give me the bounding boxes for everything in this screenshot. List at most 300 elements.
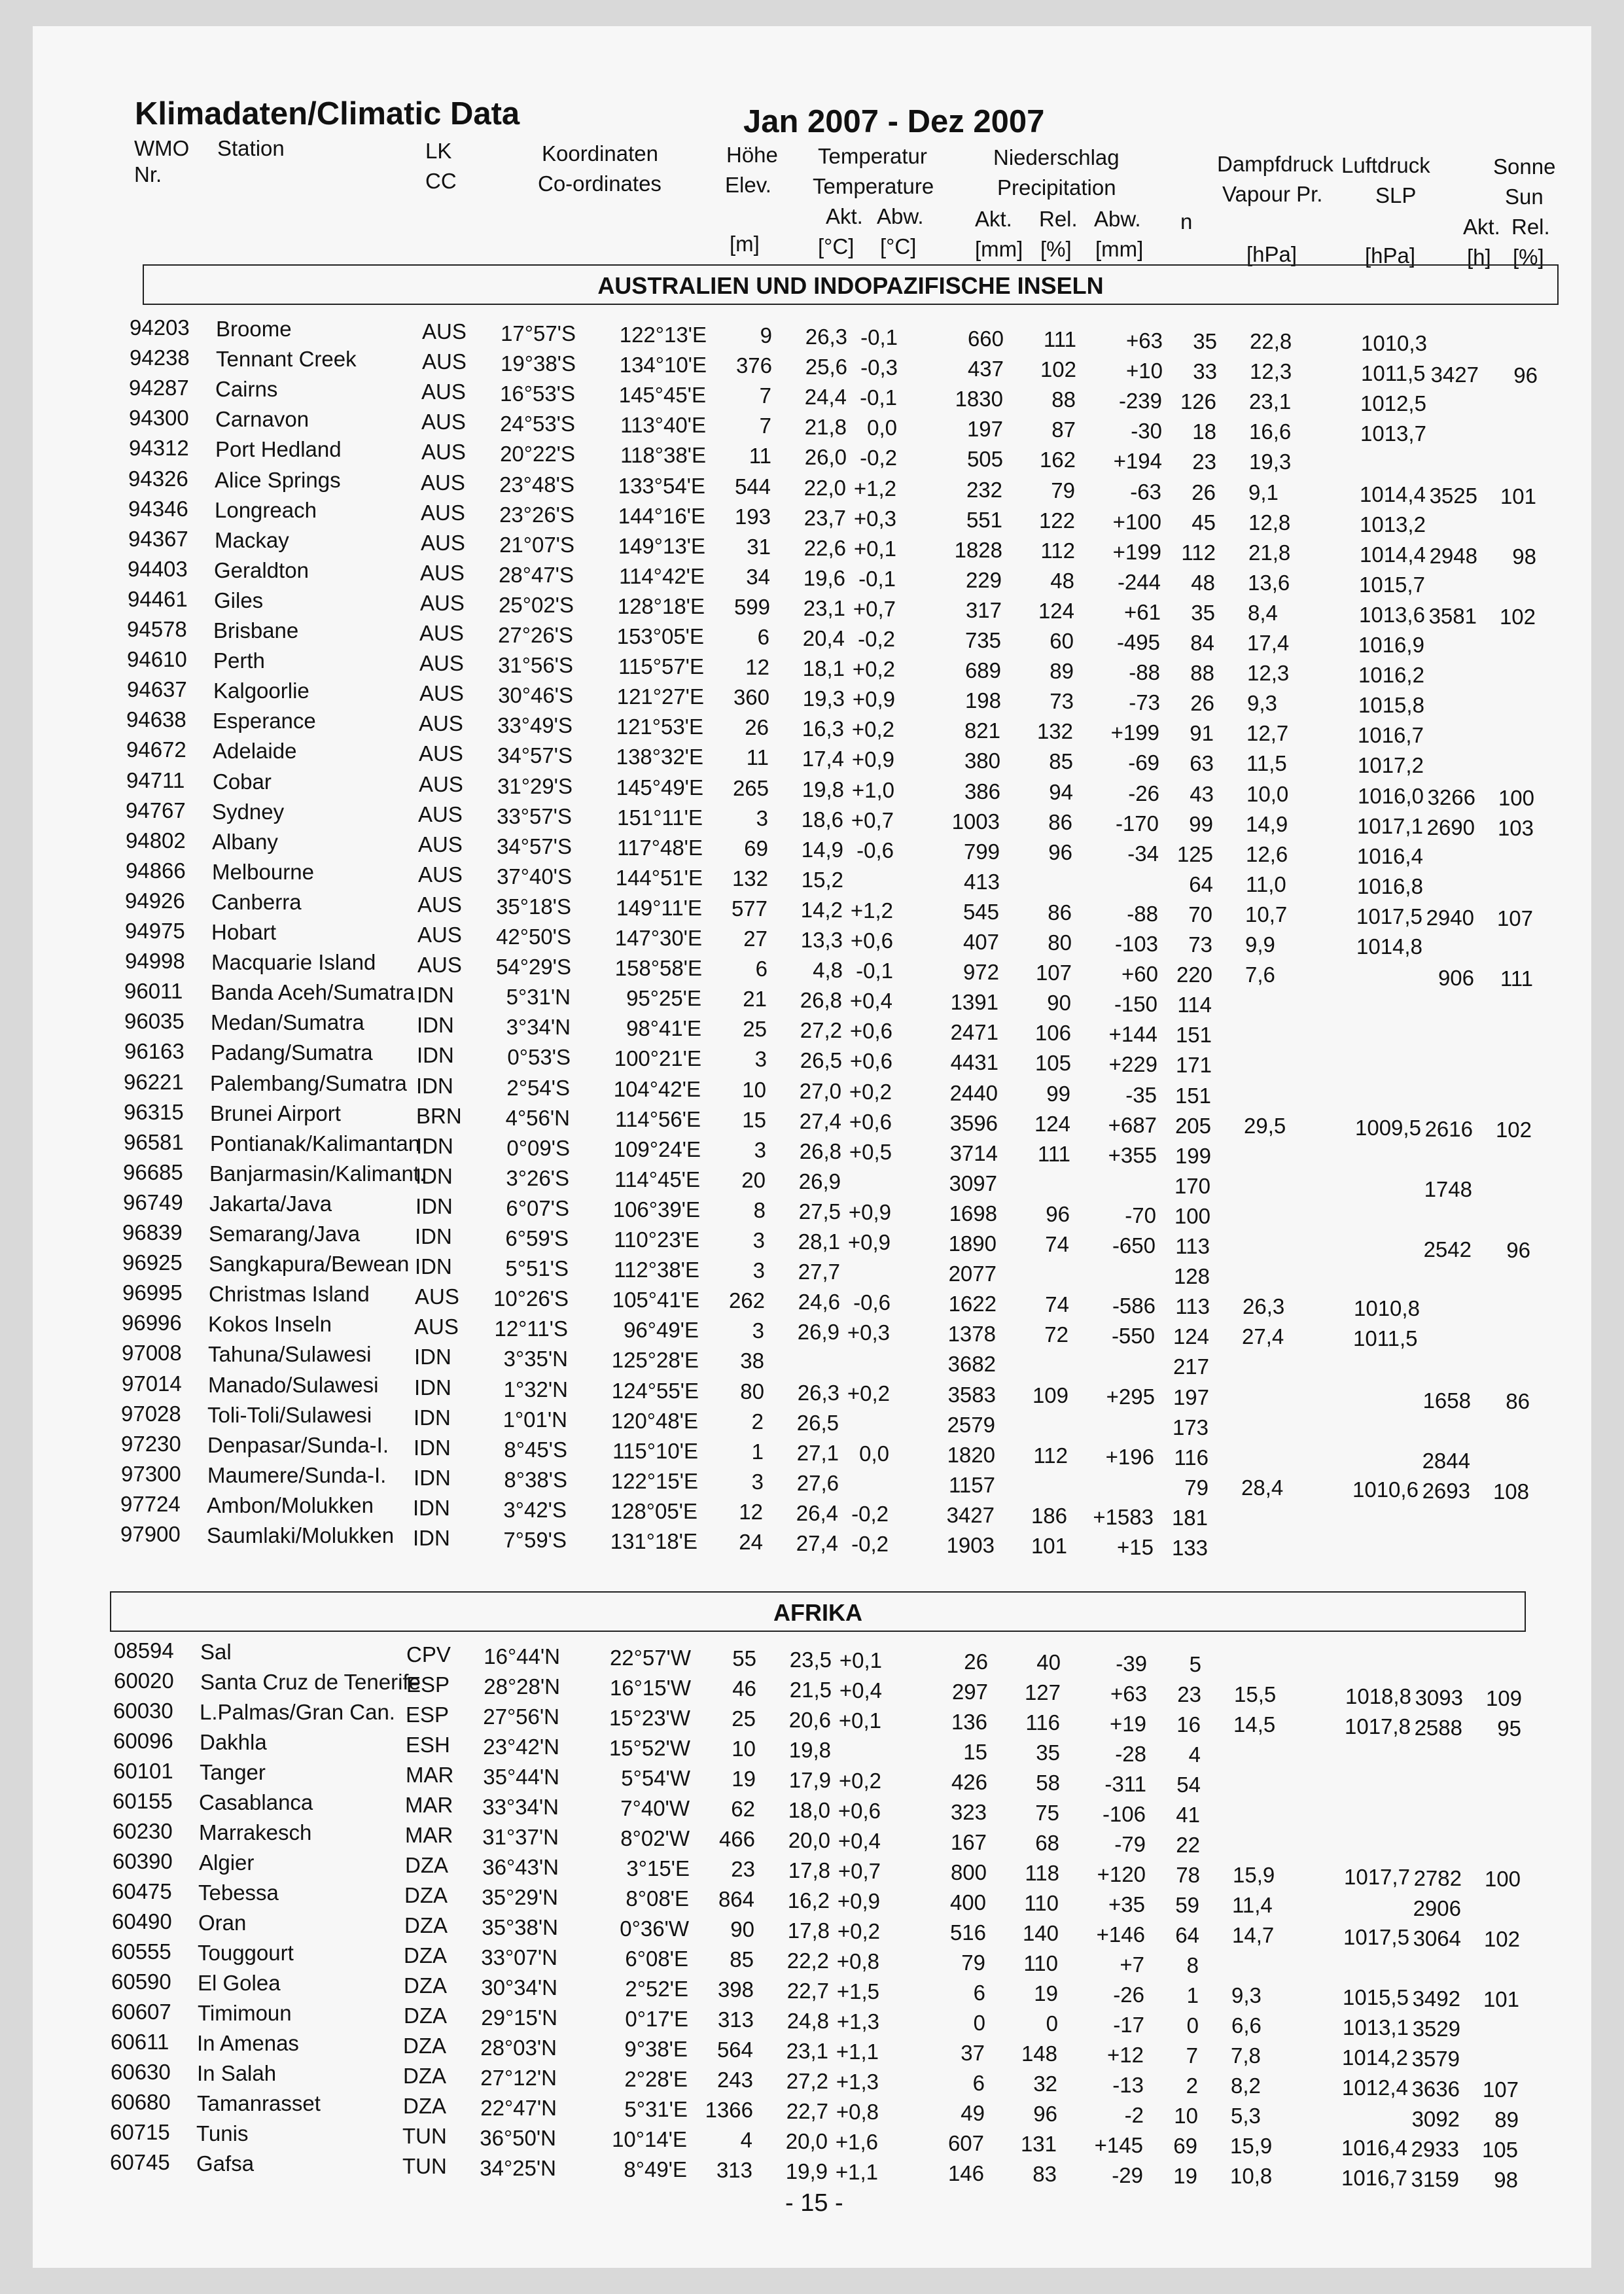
prec-actual: 2579 — [947, 1412, 995, 1437]
prec-deviation: -311 — [1104, 1772, 1146, 1796]
elevation: 3 — [752, 1228, 765, 1252]
prec-actual: 3097 — [949, 1171, 997, 1195]
wmo-number: 94711 — [126, 768, 185, 792]
temp-actual: 22,2 — [786, 1949, 829, 1973]
vapour-pressure: 9,3 — [1247, 691, 1277, 716]
country-code: AUS — [421, 530, 465, 555]
prec-actual: 297 — [951, 1680, 988, 1704]
header-prec-n: n — [1180, 209, 1193, 234]
vapour-pressure: 5,3 — [1231, 2104, 1261, 2128]
sea-level-pressure: 1017,7 — [1344, 1865, 1410, 1889]
prec-deviation: +60 — [1121, 962, 1158, 987]
temp-actual: 17,4 — [802, 747, 844, 771]
elevation: 10 — [742, 1077, 766, 1102]
station-name: Brunei Airport — [210, 1101, 341, 1125]
wmo-number: 96996 — [122, 1311, 182, 1335]
wmo-number: 96035 — [124, 1009, 185, 1034]
station-name: Kalgoorlie — [213, 679, 309, 703]
station-name: Tebessa — [198, 1880, 279, 1905]
prec-days: 8 — [1186, 1953, 1199, 1977]
prec-deviation: -88 — [1129, 660, 1160, 685]
table-row — [17, 1638, 1576, 1676]
header-niederschlag: Niederschlag — [993, 145, 1120, 169]
sun-hours: 2616 — [1424, 1116, 1473, 1141]
temp-deviation: +0,8 — [836, 1949, 879, 1973]
station-name: Timimoun — [198, 2001, 292, 2025]
longitude: 100°21'E — [614, 1046, 701, 1071]
elevation: 69 — [744, 836, 768, 860]
prec-actual: 400 — [949, 1890, 986, 1915]
sun-hours: 2782 — [1413, 1866, 1462, 1890]
station-name: Sangkapura/Bewean — [209, 1252, 410, 1277]
station-name: Alice Springs — [215, 467, 341, 492]
vapour-pressure: 10,0 — [1246, 781, 1289, 806]
prec-days: 33 — [1193, 359, 1217, 384]
temp-actual: 18,0 — [788, 1798, 830, 1822]
prec-days: 116 — [1174, 1445, 1209, 1470]
elevation: 21 — [743, 987, 767, 1012]
sea-level-pressure: 1017,5 — [1343, 1925, 1409, 1949]
prec-relative: 127 — [1024, 1680, 1061, 1704]
station-name: Macquarie Island — [211, 950, 376, 975]
station-name: Albany — [212, 829, 278, 854]
latitude: 34°57'S — [497, 834, 572, 858]
temp-actual: 17,9 — [788, 1768, 831, 1792]
header-coordinates: Co-ordinates — [538, 171, 662, 196]
temp-actual: 23,7 — [803, 505, 846, 530]
country-code: IDN — [416, 1133, 453, 1158]
latitude: 42°50'S — [496, 925, 571, 949]
elevation: 12 — [745, 655, 769, 680]
wmo-number: 60555 — [111, 1939, 171, 1964]
longitude: 133°54'E — [618, 473, 705, 498]
temp-deviation: +1,2 — [850, 898, 893, 923]
prec-days: 99 — [1189, 811, 1213, 836]
latitude: 24°53'S — [500, 412, 575, 436]
header-vapour: Vapour Pr. — [1222, 182, 1323, 206]
longitude: 134°10'E — [619, 353, 707, 378]
wmo-number: 94578 — [127, 617, 187, 641]
latitude: 7°59'S — [503, 1528, 567, 1552]
latitude: 54°29'S — [496, 955, 571, 979]
prec-days: 114 — [1177, 993, 1212, 1017]
sun-relative: 100 — [1498, 785, 1534, 810]
header-prec-akt: Akt. — [975, 207, 1012, 231]
station-name: Algier — [199, 1850, 255, 1875]
sun-hours: 3636 — [1411, 2077, 1460, 2101]
latitude: 6°07'S — [506, 1195, 569, 1220]
sun-hours: 3492 — [1412, 1986, 1460, 2011]
document-title: Klimadaten/Climatic Data — [135, 96, 520, 132]
wmo-number: 97724 — [120, 1491, 181, 1516]
country-code: MAR — [406, 1763, 454, 1787]
wmo-number: 94767 — [126, 798, 186, 822]
temp-deviation: +0,2 — [837, 1919, 880, 1943]
prec-days: 170 — [1174, 1173, 1210, 1198]
elevation: 23 — [731, 1857, 755, 1881]
temp-deviation: +0,8 — [836, 2100, 879, 2124]
longitude: 105°41'E — [612, 1288, 699, 1313]
latitude: 31°56'S — [498, 653, 573, 678]
sun-hours: 1658 — [1422, 1388, 1471, 1413]
prec-days: 5 — [1189, 1652, 1201, 1676]
prec-deviation: +199 — [1110, 720, 1159, 745]
latitude: 8°38'S — [504, 1467, 567, 1492]
elevation: 9 — [760, 323, 772, 347]
header-sonne: Sonne — [1493, 154, 1556, 179]
table-row — [17, 1759, 1576, 1797]
temp-deviation: +0,1 — [838, 1708, 881, 1733]
elevation: 27 — [743, 926, 768, 951]
station-name: Melbourne — [212, 859, 314, 884]
prec-deviation: +35 — [1108, 1892, 1145, 1916]
latitude: 23°26'S — [499, 502, 574, 527]
country-code: AUS — [417, 953, 462, 978]
temp-actual: 22,7 — [786, 2099, 828, 2123]
elevation: 11 — [749, 444, 771, 468]
longitude: 158°58'E — [614, 956, 702, 981]
temp-actual: 14,9 — [801, 837, 843, 862]
prec-deviation: -2 — [1124, 2103, 1144, 2127]
country-code: AUS — [415, 1284, 459, 1309]
prec-relative: 60 — [1050, 629, 1074, 653]
temp-actual: 4,8 — [813, 958, 843, 983]
longitude: 153°05'E — [616, 624, 704, 648]
country-code: IDN — [414, 1465, 451, 1490]
temp-deviation: +0,9 — [848, 1199, 891, 1224]
temp-actual: 19,9 — [785, 2159, 828, 2183]
wmo-number: 94802 — [126, 828, 186, 853]
sun-relative: 105 — [1481, 2138, 1518, 2162]
latitude: 25°02'S — [499, 592, 574, 617]
prec-actual: 198 — [964, 688, 1001, 713]
prec-actual: 2077 — [948, 1262, 997, 1286]
prec-actual: 545 — [962, 899, 999, 924]
country-code: IDN — [415, 1163, 453, 1188]
document-page — [33, 26, 1591, 2268]
temp-actual: 27,6 — [796, 1470, 839, 1495]
sun-hours: 3092 — [1411, 2107, 1460, 2131]
elevation: 8 — [753, 1197, 766, 1222]
sun-hours: 3064 — [1413, 1926, 1461, 1950]
station-name: Dakhla — [200, 1730, 267, 1754]
sun-relative: 102 — [1483, 1927, 1520, 1951]
temp-deviation: +0,1 — [839, 1648, 882, 1672]
temp-actual: 24,6 — [798, 1290, 840, 1315]
prec-deviation: -244 — [1117, 569, 1161, 594]
latitude: 28°28'N — [484, 1674, 560, 1699]
prec-days: 91 — [1190, 721, 1214, 746]
prec-days: 151 — [1174, 1083, 1211, 1108]
temp-deviation: -0,2 — [858, 627, 895, 651]
elevation: 132 — [732, 866, 768, 891]
sun-hours: 1748 — [1424, 1176, 1472, 1201]
wmo-number: 94326 — [128, 466, 188, 491]
latitude: 23°42'N — [483, 1735, 559, 1759]
sea-level-pressure: 1014,4 — [1360, 542, 1426, 567]
station-name: Tanger — [200, 1760, 266, 1784]
country-code: AUS — [417, 892, 462, 917]
prec-days: 41 — [1176, 1803, 1200, 1827]
wmo-number: 60680 — [111, 2090, 171, 2114]
header-koordinaten: Koordinaten — [542, 141, 658, 166]
prec-actual: 3596 — [949, 1110, 998, 1135]
temp-actual: 19,3 — [802, 686, 845, 711]
longitude: 7°40'W — [620, 1796, 690, 1820]
temp-actual: 14,2 — [800, 897, 843, 922]
temp-actual: 24,4 — [804, 385, 847, 410]
temp-deviation: +0,5 — [849, 1139, 892, 1164]
sun-relative: 111 — [1500, 966, 1533, 991]
elevation: 3 — [752, 1318, 764, 1343]
station-name: Adelaide — [213, 739, 297, 764]
country-code: ESP — [406, 1672, 450, 1697]
prec-days: 26 — [1190, 691, 1214, 716]
sea-level-pressure: 1017,8 — [1345, 1714, 1411, 1738]
latitude: 27°56'N — [483, 1704, 559, 1729]
longitude: 5°54'W — [621, 1766, 690, 1790]
temp-actual: 26,0 — [804, 445, 847, 470]
elevation: 262 — [728, 1288, 765, 1313]
prec-relative: 101 — [1031, 1534, 1067, 1558]
temp-deviation: +0,9 — [852, 687, 895, 712]
wmo-number: 94672 — [126, 737, 186, 762]
header-temp-unit-akt: [°C] — [818, 234, 855, 258]
station-name: Marrakesch — [199, 1820, 312, 1844]
prec-actual: 551 — [966, 507, 1002, 532]
station-name: Pontianak/Kalimantan — [210, 1131, 421, 1156]
temp-deviation: -0,1 — [856, 959, 893, 983]
temp-deviation: 0,0 — [867, 415, 897, 440]
wmo-number: 60230 — [113, 1819, 173, 1843]
prec-days: 125 — [1176, 841, 1213, 866]
prec-relative: 122 — [1038, 508, 1075, 533]
vapour-pressure: 15,5 — [1234, 1682, 1277, 1706]
temp-actual: 15,2 — [801, 867, 843, 892]
station-name: Cairns — [215, 377, 278, 402]
temp-deviation: -0,2 — [860, 446, 897, 470]
wmo-number: 97230 — [121, 1431, 181, 1456]
latitude: 1°01'N — [503, 1407, 567, 1432]
prec-relative: 109 — [1032, 1383, 1068, 1407]
vapour-pressure: 7,6 — [1245, 962, 1275, 987]
prec-actual: 821 — [964, 718, 1000, 743]
prec-relative: 35 — [1036, 1740, 1060, 1765]
wmo-number: 96221 — [124, 1069, 184, 1094]
sea-level-pressure: 1012,4 — [1342, 2075, 1408, 2100]
prec-days: 113 — [1175, 1234, 1210, 1258]
wmo-number: 94926 — [125, 888, 185, 913]
temp-actual: 26,9 — [797, 1320, 839, 1345]
country-code: CPV — [406, 1642, 451, 1667]
elevation: 3 — [751, 1469, 764, 1494]
prec-deviation: -495 — [1116, 630, 1160, 654]
sun-relative: 100 — [1484, 1867, 1521, 1891]
prec-relative: 40 — [1036, 1650, 1061, 1674]
longitude: 145°49'E — [616, 775, 703, 800]
table-row — [17, 1879, 1576, 1920]
elevation: 564 — [716, 2038, 753, 2062]
longitude: 0°36'W — [620, 1916, 689, 1941]
latitude: 34°25'N — [480, 2156, 556, 2180]
temp-deviation: -0,3 — [860, 355, 898, 380]
station-name: Maumere/Sunda-I. — [207, 1462, 387, 1487]
prec-deviation: -586 — [1112, 1294, 1156, 1318]
elevation: 19 — [732, 1767, 756, 1791]
country-code: MAR — [405, 1823, 453, 1847]
prec-actual: 3714 — [949, 1140, 998, 1165]
prec-deviation: +199 — [1112, 539, 1161, 564]
country-code: DZA — [404, 1973, 447, 1998]
prec-relative: 74 — [1045, 1292, 1069, 1317]
prec-actual: 3427 — [946, 1502, 995, 1527]
prec-relative: 86 — [1048, 809, 1072, 834]
prec-days: 43 — [1190, 781, 1214, 806]
sun-hours: 2690 — [1426, 815, 1475, 839]
prec-deviation: -88 — [1127, 901, 1158, 926]
country-code: DZA — [404, 1883, 448, 1907]
prec-deviation: -73 — [1129, 690, 1160, 715]
sea-level-pressure: 1013,7 — [1360, 421, 1426, 446]
prec-days: 220 — [1176, 962, 1212, 987]
elevation: 4 — [740, 2128, 752, 2152]
vapour-pressure: 14,7 — [1232, 1923, 1275, 1947]
station-name: In Salah — [197, 2061, 277, 2085]
temp-deviation: +0,7 — [851, 807, 894, 832]
wmo-number: 60475 — [112, 1879, 172, 1903]
wmo-number: 97014 — [122, 1371, 182, 1396]
prec-relative: 68 — [1035, 1831, 1059, 1855]
longitude: 6°08'E — [625, 1947, 688, 1971]
temp-actual: 21,5 — [789, 1678, 832, 1702]
prec-deviation: +295 — [1106, 1384, 1155, 1409]
wmo-number: 94998 — [125, 949, 185, 974]
longitude: 110°23'E — [614, 1227, 699, 1252]
vapour-pressure: 13,6 — [1248, 570, 1290, 595]
prec-deviation: +196 — [1105, 1444, 1154, 1469]
sun-relative: 102 — [1499, 604, 1536, 629]
prec-deviation: -26 — [1128, 781, 1159, 805]
prec-actual: 972 — [962, 960, 999, 985]
header-slp: SLP — [1375, 183, 1417, 207]
station-name: El Golea — [198, 1971, 281, 1995]
latitude: 0°53'S — [507, 1045, 571, 1070]
prec-actual: 516 — [949, 1920, 986, 1945]
prec-relative: 124 — [1034, 1111, 1070, 1136]
latitude: 35°18'S — [496, 894, 571, 919]
wmo-number: 94866 — [126, 858, 186, 883]
sea-level-pressure: 1018,8 — [1345, 1684, 1411, 1708]
prec-deviation: -70 — [1125, 1203, 1156, 1227]
prec-deviation: +145 — [1094, 2133, 1143, 2157]
latitude: 5°51'S — [505, 1256, 569, 1281]
prec-days: 128 — [1173, 1264, 1210, 1289]
prec-deviation: +10 — [1126, 359, 1163, 383]
temp-deviation: +1,6 — [835, 2130, 878, 2154]
prec-relative: 116 — [1025, 1710, 1060, 1735]
elevation: 265 — [732, 775, 769, 800]
vapour-pressure: 16,6 — [1249, 419, 1292, 444]
wmo-number: 60155 — [113, 1789, 173, 1813]
longitude: 138°32'E — [616, 745, 703, 769]
sea-level-pressure: 1015,5 — [1343, 1985, 1409, 2009]
elevation: 577 — [731, 896, 768, 921]
prec-deviation: -29 — [1112, 2163, 1143, 2187]
prec-days: 48 — [1191, 570, 1215, 595]
temp-actual: 26,4 — [796, 1500, 838, 1525]
temp-actual: 27,7 — [798, 1260, 840, 1284]
prec-actual: 6 — [972, 2071, 985, 2095]
station-name: Port Hedland — [215, 437, 342, 462]
latitude: 27°26'S — [498, 623, 573, 647]
wmo-number: 96995 — [122, 1280, 183, 1305]
prec-actual: 437 — [967, 357, 1004, 381]
station-name: Medan/Sumatra — [211, 1010, 364, 1035]
prec-actual: 1903 — [946, 1533, 995, 1557]
prec-days: 59 — [1175, 1893, 1199, 1917]
sea-level-pressure: 1015,8 — [1358, 693, 1424, 718]
temp-deviation: +0,2 — [852, 657, 895, 682]
prec-actual: 413 — [963, 869, 1000, 894]
sun-hours: 2940 — [1426, 905, 1474, 930]
prec-actual: 4431 — [950, 1050, 998, 1075]
station-name: Kokos Inseln — [208, 1312, 332, 1337]
prec-deviation: +7 — [1120, 1952, 1144, 1977]
latitude: 31°29'S — [497, 773, 573, 798]
country-code: AUS — [418, 802, 463, 826]
sea-level-pressure: 1011,5 — [1361, 361, 1426, 386]
wmo-number: 60607 — [111, 2000, 171, 2024]
vapour-pressure: 23,1 — [1249, 389, 1292, 414]
prec-relative: 86 — [1048, 900, 1072, 925]
temp-actual: 16,2 — [787, 1888, 830, 1913]
wmo-number: 94203 — [130, 315, 190, 340]
station-name: Jakarta/Java — [209, 1191, 332, 1216]
prec-actual: 1003 — [951, 809, 1000, 834]
prec-actual: 49 — [961, 2101, 985, 2125]
temp-deviation: +1,1 — [835, 2160, 878, 2184]
table-row — [17, 2150, 1576, 2192]
sea-level-pressure: 1016,4 — [1341, 2136, 1407, 2160]
wmo-number: 60030 — [113, 1699, 173, 1723]
latitude: 8°45'S — [504, 1437, 567, 1462]
prec-relative: 80 — [1048, 930, 1072, 955]
elevation: 31 — [747, 534, 771, 559]
prec-relative: 105 — [1034, 1051, 1071, 1076]
country-code: AUS — [418, 832, 463, 856]
prec-relative: 73 — [1050, 689, 1074, 714]
station-name: Padang/Sumatra — [211, 1040, 373, 1065]
prec-deviation: -550 — [1111, 1324, 1155, 1349]
latitude: 33°07'N — [481, 1945, 557, 1969]
latitude: 30°34'N — [481, 1975, 557, 2000]
header-luftdruck: Luftdruck — [1341, 153, 1430, 177]
latitude: 3°42'S — [503, 1497, 567, 1522]
prec-actual: 800 — [950, 1860, 987, 1884]
country-code: DZA — [404, 2003, 447, 2028]
header-precipitation: Precipitation — [997, 175, 1116, 200]
prec-relative: 148 — [1021, 2041, 1057, 2066]
elevation: 3 — [754, 1137, 766, 1162]
sun-relative: 86 — [1506, 1388, 1530, 1413]
latitude: 37°40'S — [497, 864, 572, 889]
prec-actual: 6 — [973, 1981, 985, 2005]
wmo-number: 96749 — [123, 1190, 183, 1214]
temp-actual: 25,6 — [805, 355, 847, 379]
header-m-unit: [m] — [730, 232, 760, 256]
prec-relative: 96 — [1048, 839, 1072, 864]
sun-hours: 2933 — [1411, 2137, 1459, 2161]
